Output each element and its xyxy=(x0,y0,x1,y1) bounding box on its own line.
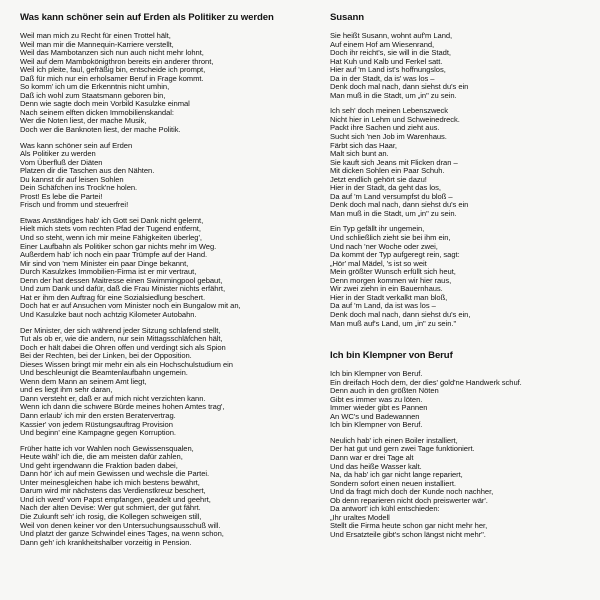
lyric-line: Hier in der Stadt verkalkt man bloß, xyxy=(330,292,448,302)
lyric-line: Denn wie sagte doch mein Vorbild Kasulzke einmal xyxy=(20,99,190,109)
lyric-line: Da auf 'm Land, da ist was los – xyxy=(330,301,436,311)
lyric-line: Kassier' von jedem Rüstungsauftrag Provision xyxy=(20,419,173,429)
right-column xyxy=(330,12,592,546)
lyric-line: Denk doch mal nach, dann siehst du's ein xyxy=(330,200,469,210)
lyric-line: Die Zukunft seh' ich rosig, die Kollegen schweigen still, xyxy=(20,511,202,521)
lyric-line: Ein Typ gefällt ihr ungemein, xyxy=(330,224,425,234)
left-column xyxy=(20,12,320,554)
lyric-line: Neulich hab' ich einen Boiler installiert, xyxy=(330,435,458,445)
lyric-line: Ich bin Klempner von Beruf. xyxy=(330,420,423,430)
lyric-line: Nach seinem elften dicken Immobilienskandal: xyxy=(20,107,174,117)
lyric-line: Und schließlich zieht sie bei ihm ein, xyxy=(330,233,451,243)
verse xyxy=(20,142,320,210)
lyric-line: Wir zwei ziehn in ein Bauernhaus. xyxy=(330,284,443,294)
lyric-line: Und Kasulzke baut noch achtzig Kilometer Autobahn. xyxy=(20,309,197,319)
lyric-line: Ob denn reparieren nicht doch preiswerter wär'. xyxy=(330,495,488,505)
lyric-line: Sie heißt Susann, wohnt auf'm Land, xyxy=(330,31,453,40)
lyric-line: Doch wer die Banknoten liest, der mache Politik. xyxy=(20,125,181,135)
lyric-line: Wenn dem Mann an seinem Amt liegt, xyxy=(20,376,147,386)
lyric-line: Weil man mich zu Recht für einen Trottel hält, xyxy=(20,31,171,40)
lyric-line: Und platzt der ganze Schwindel eines Tages, na wenn schon, xyxy=(20,529,224,539)
lyric-line: Darum wird mir nächstens das Verdienstkreuz beschert, xyxy=(20,486,206,496)
lyric-line: Na, da hab' ich gar nicht lange repariert, xyxy=(330,470,463,480)
lyric-line: Dann geh' ich krankheitshalber vorzeitig in Pension. xyxy=(20,537,192,547)
verse xyxy=(20,217,320,320)
lyric-line: Jetzt endlich gehört sie dazu! xyxy=(330,174,427,184)
lyric-line: Hier in der Stadt, da geht das los, xyxy=(330,183,441,193)
lyric-line: Man muß in die Stadt, um „in" zu sein. xyxy=(330,90,457,100)
lyric-line: Stellt die Firma heute schon gar nicht mehr her, xyxy=(330,521,488,531)
verse xyxy=(330,437,592,540)
lyric-line: und es liegt ihm sehr daran, xyxy=(20,385,113,395)
lyric-line: Dann war er drei Tage alt xyxy=(330,452,414,462)
lyric-line: Mein größter Wunsch erfüllt sich heut, xyxy=(330,267,456,277)
verse xyxy=(330,32,592,100)
lyric-line: Malt sich bunt an. xyxy=(330,149,389,159)
lyric-line: Sondern sofort einen neuen installiert. xyxy=(330,478,456,488)
lyric-line: Und zum Dank und dafür, daß die Frau Minister nichts erfährt, xyxy=(20,284,226,294)
lyric-line: „Ihr uraltes Modell xyxy=(330,512,390,522)
lyric-line: Sie kauft sich Jeans mit Flicken dran – xyxy=(330,157,458,167)
lyric-line: Und da fragt mich doch der Kunde noch nachher, xyxy=(330,487,494,497)
lyric-line: Weil das Mambotanzen sich nun auch nicht mehr lohnt, xyxy=(20,48,204,58)
lyric-line: Nach der alten Devise: Wer gut schmiert, der gut fährt. xyxy=(20,503,201,513)
lyric-line: Man muß auf's Land, um „in" zu sein." xyxy=(330,318,457,328)
verse xyxy=(330,225,592,328)
verse xyxy=(20,445,320,548)
lyric-line: Da kommt der Typ aufgeregt rein, sagt: xyxy=(330,250,460,260)
lyric-line: Daß ich wohl zum Staatsmann geboren bin, xyxy=(20,90,166,100)
lyric-line: Sucht sich 'nen Job im Warenhaus. xyxy=(330,132,447,142)
lyric-line: Hat er ihm den Auftrag für eine Sozialsiedlung beschert. xyxy=(20,292,206,302)
lyric-line: So komm' ich um die Erkenntnis nicht umhin, xyxy=(20,82,170,92)
lyric-line: Weil ich pleite, faul, gefräßig bin, entscheide ich prompt, xyxy=(20,65,206,75)
lyric-line: Daß für mich nur ein erholsamer Beruf in Frage kommt. xyxy=(20,73,204,83)
lyric-line: Man muß in die Stadt, um „in" zu sein. xyxy=(330,208,457,218)
lyric-line: Durch Kasulzkes Immobilien-Firma ist er mir vertraut, xyxy=(20,267,197,277)
lyric-line: Etwas Anständiges hab' ich Gott sei Dank nicht gelernt, xyxy=(20,215,204,225)
lyric-line: Färbt sich das Haar, xyxy=(330,140,397,150)
lyric-line: Und beschleunigt die Beamtenlaufbahn ungemein. xyxy=(20,368,188,378)
lyric-line: Einer Laufbahn als Politiker schon gar nichts mehr im Weg. xyxy=(20,241,217,251)
lyric-line: Doch er hält dabei die Ohren offen und verdingt sich als Spion xyxy=(20,342,226,352)
lyric-line: Denk doch mal nach, dann siehst du's ein, xyxy=(330,309,471,319)
lyric-line: Platzen dir die Taschen aus den Nähten. xyxy=(20,166,155,176)
lyric-line: Ein dreifach Hoch dem, der dies' gold'ne Handwerk schuf. xyxy=(330,377,522,387)
lyric-line: Als Politiker zu werden xyxy=(20,149,96,159)
lyric-line: Dann hör' ich auf mein Gewissen und wechsle die Partei. xyxy=(20,469,210,479)
lyric-line: Da antwort' ich kühl entschieden: xyxy=(330,504,440,514)
lyric-line: Heute wähl' ich die, die am meisten dafür zahlen, xyxy=(20,452,183,462)
lyric-line: Weil von denen keiner vor den Untersuchungsausschuß will. xyxy=(20,520,221,530)
lyric-line: Prost! Es lebe die Partei! xyxy=(20,191,103,201)
lyric-line: Weil man mir die Mannequin-Karriere verstellt, xyxy=(20,39,174,49)
lyric-line: Denn der hat dessen Maitresse einen Swimmingpool gebaut, xyxy=(20,275,223,285)
lyric-line: Der Minister, der sich während jeder Sitzung schlafend stellt, xyxy=(20,325,221,335)
lyric-line: Auf einem Hof am Wiesenrand, xyxy=(330,39,435,49)
lyric-line: Denk doch mal nach, dann siehst du's ein xyxy=(330,82,469,92)
lyric-line: Wenn ich dann die schwere Bürde meines hohen Amtes trag', xyxy=(20,402,225,412)
lyric-line: Denn auch in den größten Nöten xyxy=(330,386,439,396)
lyric-line: Packt ihre Sachen und zieht aus. xyxy=(330,123,440,133)
lyric-line: Weil auf dem Mambokönigthron bereits ein anderer thront, xyxy=(20,56,214,66)
lyric-line: Gibt es immer was zu löten. xyxy=(330,394,423,404)
verse xyxy=(330,107,592,218)
lyric-line: Denn morgen kommen wir hier raus, xyxy=(330,275,452,285)
verse xyxy=(20,327,320,438)
lyric-line: An WC's und Badewannen xyxy=(330,411,420,421)
lyric-line: Und Ersatzteile gibt's schon längst nicht mehr". xyxy=(330,529,486,539)
lyric-line: Du kannst dir auf leisen Sohlen xyxy=(20,174,124,184)
lyric-line: Vom Überfluß der Diäten xyxy=(20,157,103,167)
verse xyxy=(20,32,320,135)
lyric-line: Frisch und fromm und steuerfrei! xyxy=(20,200,129,210)
lyric-line: Wer die Noten liest, der mache Musik, xyxy=(20,116,147,126)
lyric-line: Und geht irgendwann die Fraktion baden dabei, xyxy=(20,460,178,470)
lyric-line: Dann erlaub' ich mir den ersten Beratervertrag. xyxy=(20,410,176,420)
lyric-line: Ich seh' doch meinen Lebenszweck xyxy=(330,106,449,116)
lyric-line: Unter meinesgleichen habe ich mich bestens bewährt, xyxy=(20,477,200,487)
song-title: Ich bin Klempner von Beruf xyxy=(330,350,453,362)
lyric-line: Außerdem hab' ich noch ein paar Trümpfe auf der Hand. xyxy=(20,250,208,260)
song-title: Was kann schöner sein auf Erden als Politiker zu werden xyxy=(20,12,274,23)
lyric-line: Da in der Stadt, da is' was los – xyxy=(330,73,435,83)
lyric-line: „Hör' mal Mädel, 's ist so weit xyxy=(330,258,427,268)
lyric-line: Mir sind von 'nem Minister ein paar Dinge bekannt, xyxy=(20,258,189,268)
lyric-line: Tut als ob er, wie die andern, nur sein Mittagsschläfchen hält, xyxy=(20,334,223,344)
lyric-line: Bei der Rechten, bei der Linken, bei der Opposition. xyxy=(20,351,192,361)
lyric-line: Doch hat er auf Ansuchen vom Minister noch ein Bungalow mit an, xyxy=(20,301,241,311)
lyric-line: Der hat gut und gern zwei Tage funktioniert. xyxy=(330,444,475,454)
lyric-line: Und so steht, wenn ich mir meine Fähigkeiten überleg', xyxy=(20,233,202,243)
lyric-line: Und beginn' eine Kampagne gegen Korruption. xyxy=(20,428,176,438)
lyric-line: Da auf 'm Land versumpfst du bloß – xyxy=(330,191,453,201)
lyric-line: Hielt mich stets vom rechten Pfad der Tugend entfernt, xyxy=(20,224,201,234)
lyric-line: Was kann schöner sein auf Erden xyxy=(20,140,133,150)
lyric-line: Hat Kuh und Kalb und Ferkel satt. xyxy=(330,56,443,66)
lyric-line: Dann versteht er, daß er auf mich nicht verzichten kann. xyxy=(20,393,206,403)
lyric-line: Ich bin Klempner von Beruf. xyxy=(330,369,423,379)
lyric-line: Dieses Wissen bringt mir mehr ein als ein Hochschulstudium ein xyxy=(20,359,233,369)
lyric-line: Hier auf 'm Land ist's hoffnungslos, xyxy=(330,65,446,75)
verse xyxy=(330,370,592,430)
lyric-line: Mit dicken Sohlen ein Paar Schuh. xyxy=(330,166,445,176)
lyric-line: Und ich werd' vom Papst empfangen, geadelt und geehrt, xyxy=(20,494,211,504)
lyric-line: Dein Schäfchen ins Trock'ne holen. xyxy=(20,183,138,193)
lyric-line: Früher hatte ich vor Wahlen noch Gewissensqualen, xyxy=(20,443,194,453)
song-title: Susann xyxy=(330,12,365,23)
lyric-line: Und das heiße Wasser kalt. xyxy=(330,461,422,471)
lyric-line: Und nach 'ner Woche oder zwei, xyxy=(330,241,438,251)
lyric-line: Nicht hier in Lehm und Schweinedreck. xyxy=(330,114,460,124)
lyric-line: Doch ihr reicht's, sie will in die Stadt, xyxy=(330,48,451,58)
lyric-line: Immer wieder gibt es Pannen xyxy=(330,403,428,413)
